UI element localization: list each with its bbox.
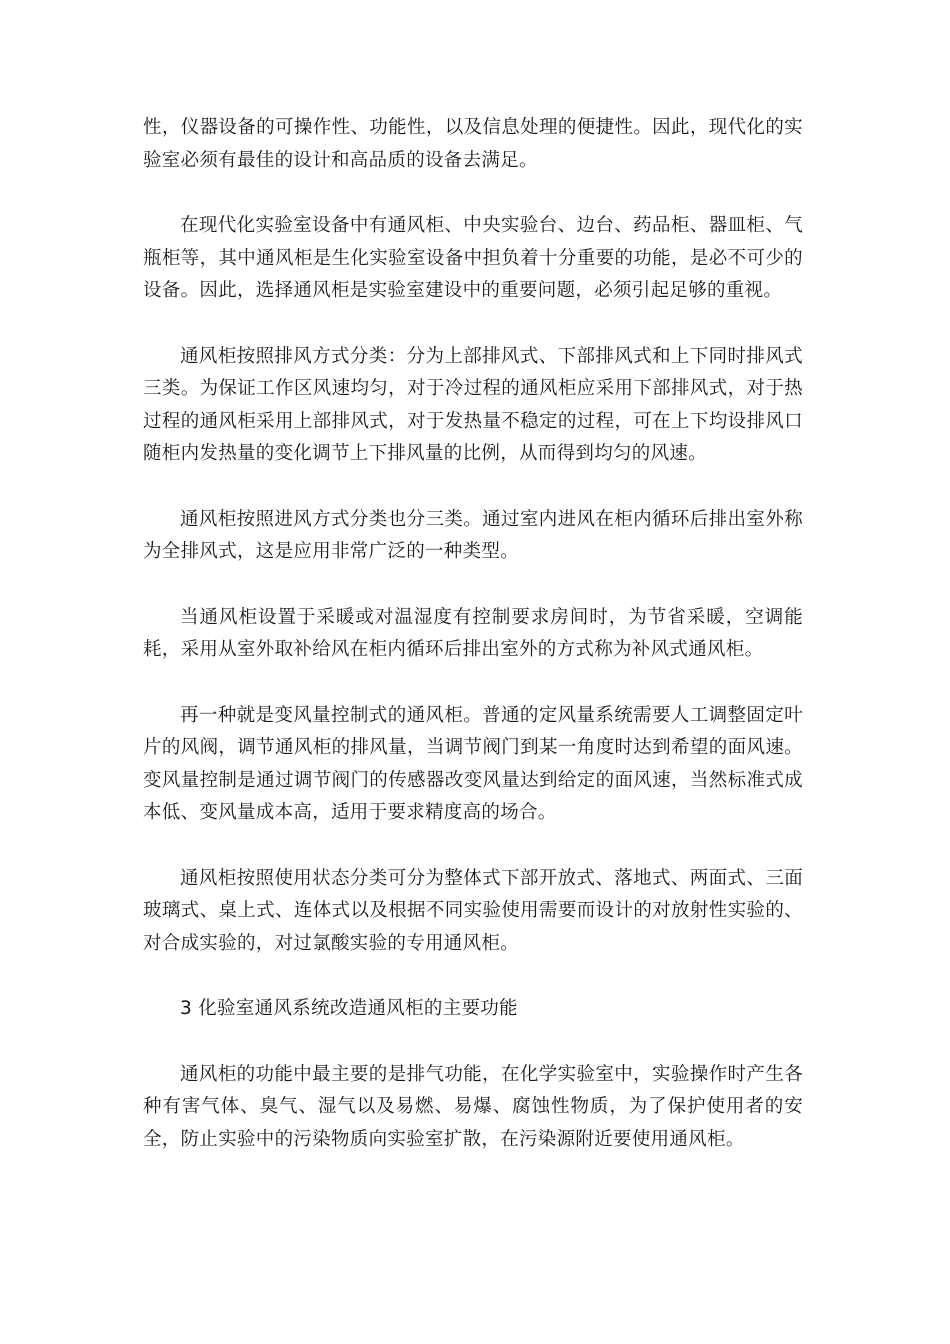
paragraph-usage-classification: 通风柜按照使用状态分类可分为整体式下部开放式、落地式、两面式、三面玻璃式、桌上式、连体式以及根据不同实验使用需要而设计的对放射性实验的、对合成实验的，对过氯酸实验的专用通风柜。 xyxy=(143,867,803,954)
paragraph-exhaust-classification: 通风柜按照排风方式分类：分为上部排风式、下部排风式和上下同时排风式三类。为保证工作区风速均匀，对于冷过程的通风柜应采用下部排风式，对于热过程的通风柜采用上部排风式，对于发热量不稳定的过程，可在上下均设排风口随柜内发热量的变化调节上下排风量的比例，从而得到均匀的风速。 xyxy=(143,345,803,464)
paragraph-intake-classification: 通风柜按照进风方式分类也分三类。通过室内进风在柜内循环后排出室外称为全排风式，这是应用非常广泛的一种类型。 xyxy=(143,508,803,562)
paragraph-lab-design: 性，仪器设备的可操作性、功能性，以及信息处理的便捷性。因此，现代化的实验室必须有最佳的设计和高品质的设备去满足。 xyxy=(143,117,803,171)
paragraph-main-function: 通风柜的功能中最主要的是排气功能，在化学实验室中，实验操作时产生各种有害气体、臭气、湿气以及易燃、易爆、腐蚀性物质，为了保护使用者的安全，防止实验中的污染物质向实验室扩散，在污染源附近要使用通风柜。 xyxy=(143,1063,803,1150)
paragraph-makeup-air: 当通风柜设置于采暖或对温湿度有控制要求房间时，为节省采暖，空调能耗，采用从室外取补给风在柜内循环后排出室外的方式称为补风式通风柜。 xyxy=(143,606,803,660)
paragraph-lab-equipment: 在现代化实验室设备中有通风柜、中央实验台、边台、药品柜、器皿柜、气瓶柜等，其中通风柜是生化实验室设备中担负着十分重要的功能，是必不可少的设备。因此，选择通风柜是实验室建设中的重要问题，必须引起足够的重视。 xyxy=(143,215,803,301)
paragraph-variable-air-volume: 再一种就是变风量控制式的通风柜。普通的定风量系统需要人工调整固定叶片的风阀，调节通风柜的排风量，当调节阀门到某一角度时达到希望的面风速。变风量控制是通过调节阀门的传感器改变风量达到给定的面风速，当然标准式成本低、变风量成本高，适用于要求精度高的场合。 xyxy=(143,704,803,823)
document-body xyxy=(143,112,803,1189)
section-heading: 3 化验室通风系统改造通风柜的主要功能 xyxy=(180,998,518,1019)
